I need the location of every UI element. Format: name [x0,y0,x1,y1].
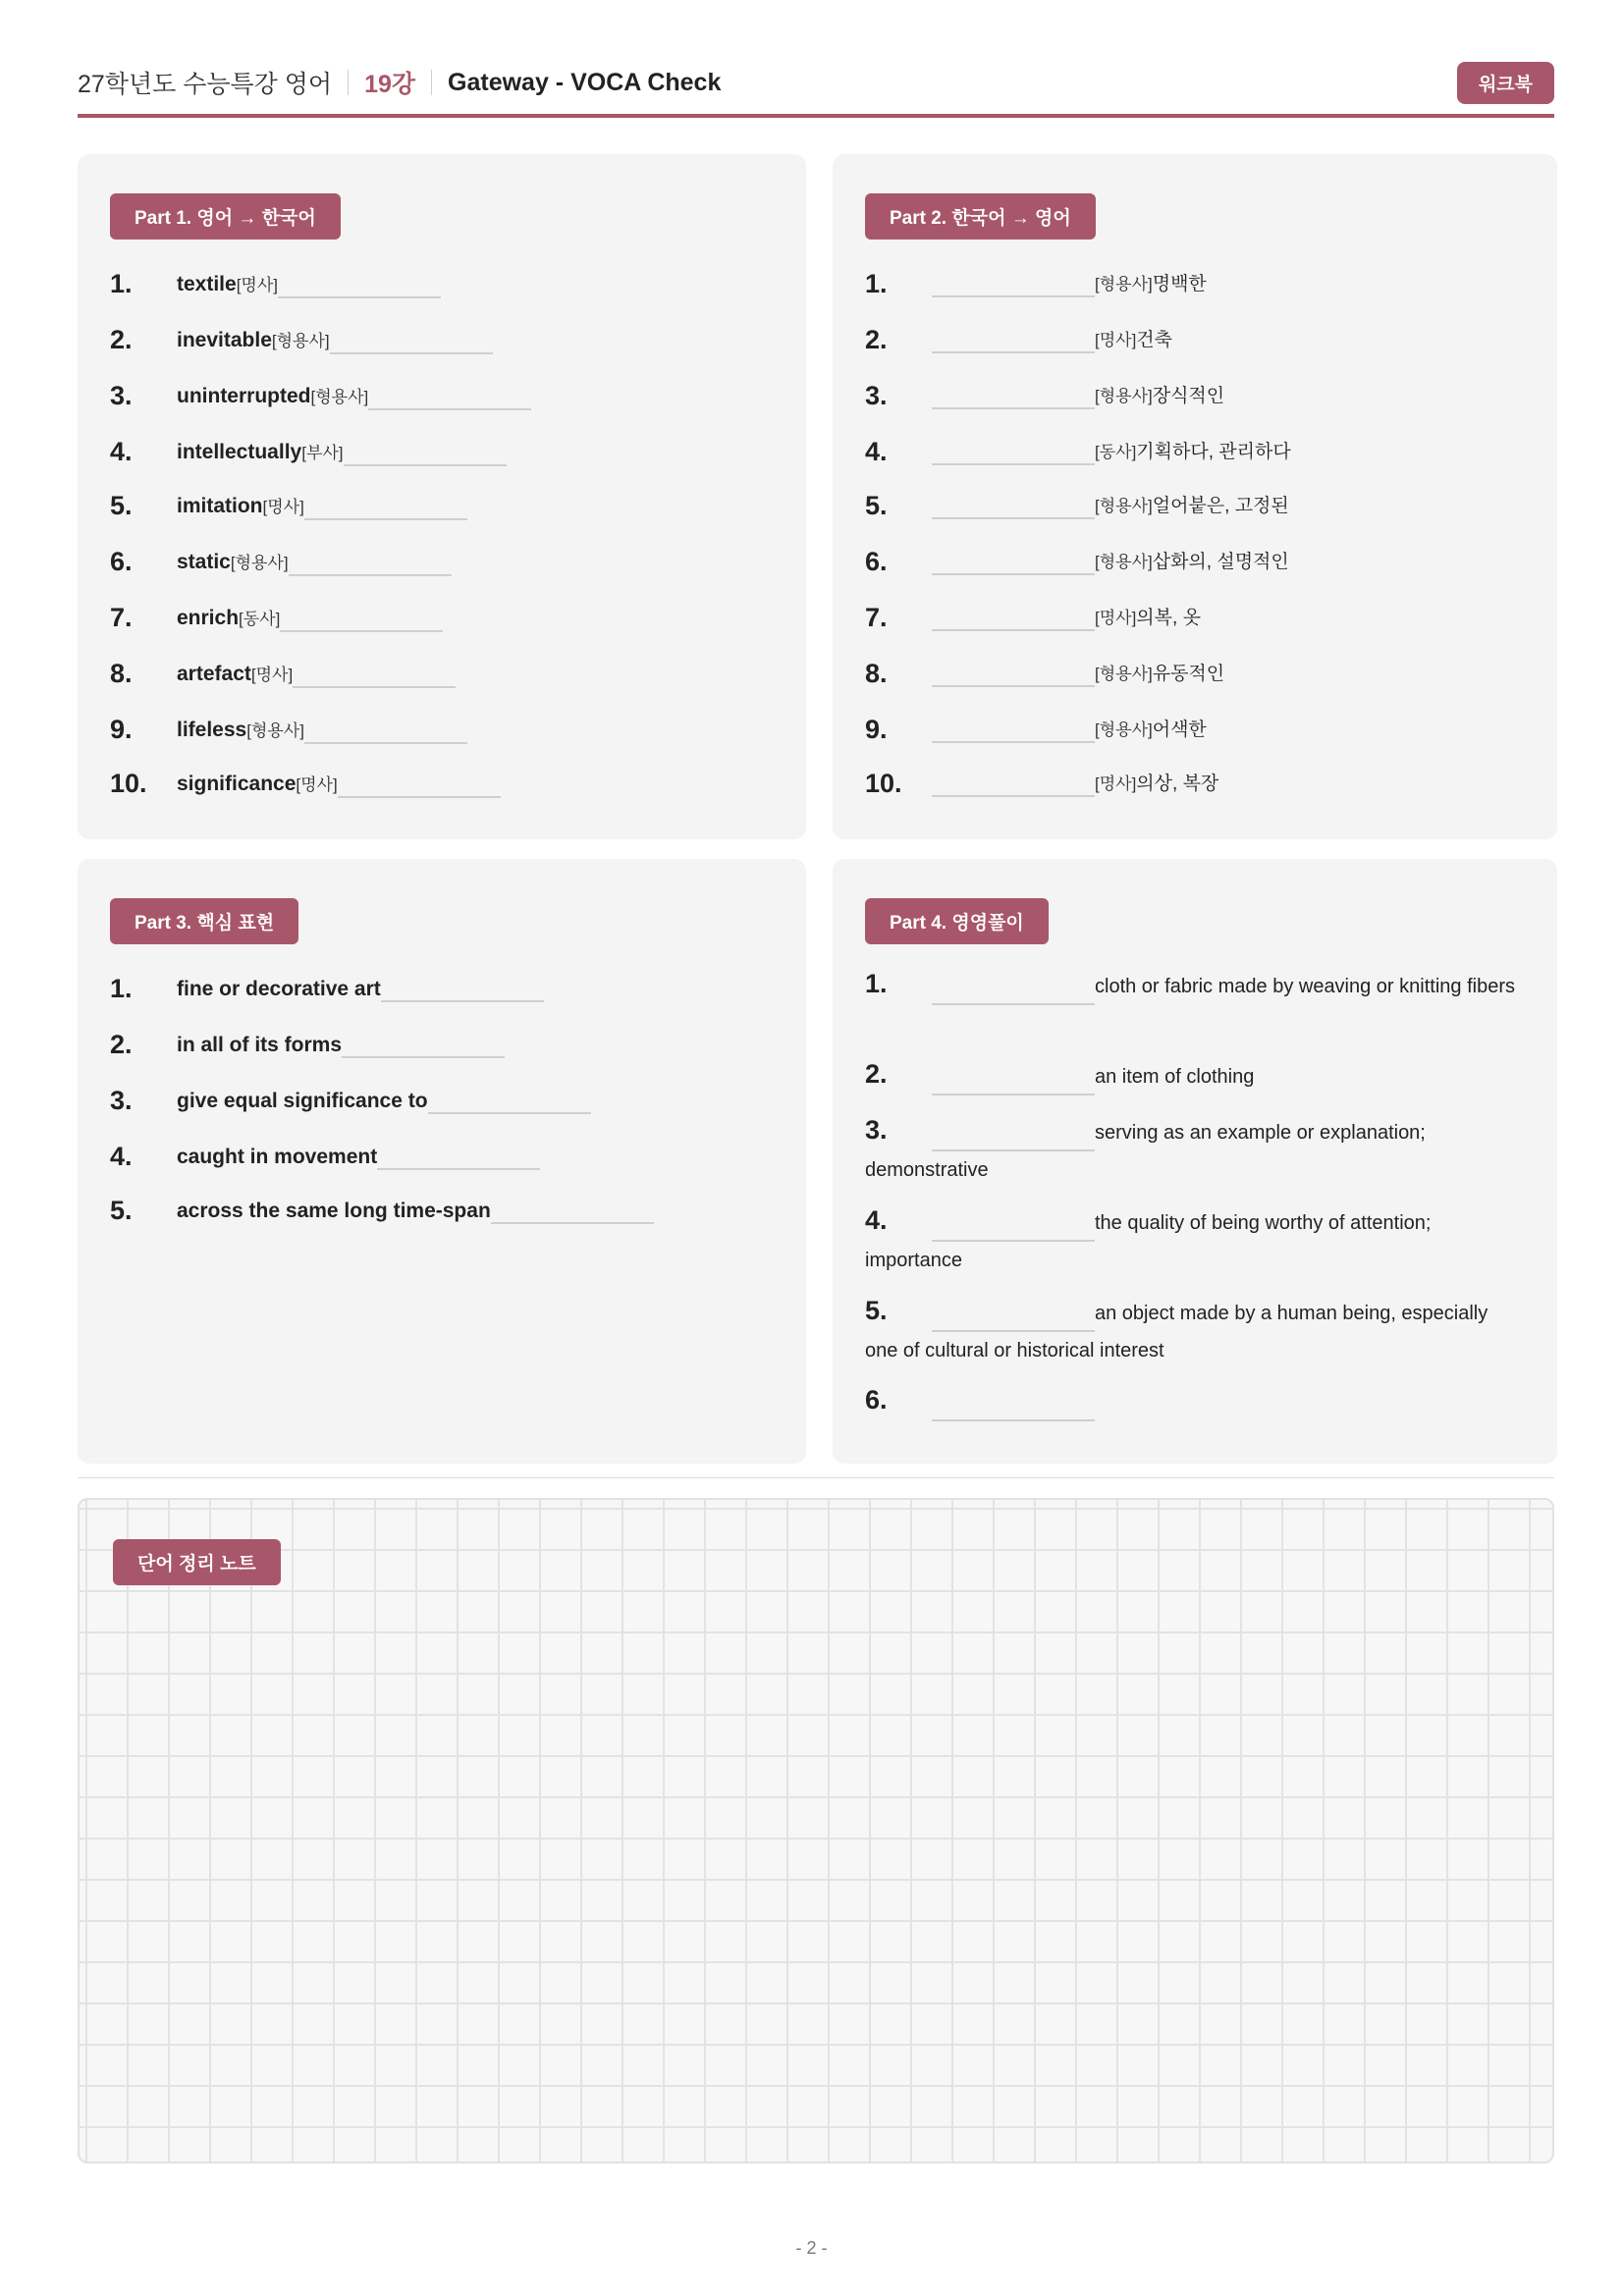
korean-meaning: 얼어붙은, 고정된 [1152,496,1289,516]
key-phrase: in all of its forms [177,1034,343,1056]
part-of-speech: [명사] [1095,609,1137,627]
part2-item [865,432,1538,487]
part-of-speech: [형용사] [1095,275,1153,294]
part4-panel [833,859,1557,1464]
item-number: 4. [110,1142,133,1171]
part1-badge: Part 1. 영어 → 한국어 [110,193,341,240]
korean-meaning: 장식적인 [1152,386,1225,406]
english-word: static [177,551,231,573]
english-word: intellectually [177,441,302,463]
english-word: imitation [177,495,263,517]
part-of-speech: [형용사] [271,332,330,350]
answer-blank[interactable] [330,329,493,354]
answer-blank[interactable] [377,1145,540,1170]
answer-blank[interactable] [932,1216,1095,1242]
item-number: 5. [110,1196,133,1225]
page-title: Gateway - VOCA Check [448,68,722,96]
english-word: significance [177,773,297,795]
item-number: 7. [110,603,133,632]
header-divider [348,70,349,95]
item-number: 5. [110,491,133,520]
header-left [78,65,721,100]
part2-badge: Part 2. 한국어 → 영어 [865,193,1096,240]
answer-blank[interactable] [932,1070,1095,1095]
answer-blank[interactable] [932,772,1095,797]
answer-blank[interactable] [381,977,544,1002]
answer-blank[interactable] [932,494,1095,519]
answer-blank[interactable] [932,1396,1095,1421]
part-of-speech: [명사] [236,276,278,294]
korean-meaning: 명백한 [1152,274,1207,294]
item-number: 2. [110,1030,133,1059]
part4-item [865,1055,1518,1095]
part3-item [110,1137,786,1192]
part1-item [110,486,786,541]
english-definition: cloth or fabric made by weaving or knitting fibers [1095,976,1515,997]
answer-blank[interactable] [304,719,467,744]
item-number: 1. [110,269,133,298]
part2-panel [833,154,1557,839]
english-definition: an item of clothing [1095,1066,1255,1088]
part2-item [865,320,1538,375]
part-of-speech: [형용사] [1095,721,1153,739]
item-number: 9. [865,715,888,744]
answer-blank[interactable] [932,384,1095,409]
korean-meaning: 의상, 복장 [1136,774,1219,794]
page-header [78,55,1554,118]
answer-blank[interactable] [280,607,443,632]
part3-panel [78,859,806,1464]
english-definition: the quality of being worthy of attention; importance [865,1212,1432,1271]
part-of-speech: [형용사] [1095,387,1153,405]
part2-item [865,654,1538,709]
english-word: inevitable [177,329,272,351]
answer-blank[interactable] [932,1307,1095,1332]
item-number: 3. [110,1086,133,1115]
part-of-speech: [명사] [1095,331,1137,349]
item-number: 3. [110,381,133,410]
part3-item [110,1191,786,1246]
lesson-number: 19강 [364,71,416,98]
vocabulary-note-grid[interactable] [78,1498,1554,2163]
item-number: 2. [110,325,133,354]
english-word: enrich [177,607,240,629]
key-phrase: give equal significance to [177,1090,428,1112]
item-number: 6. [865,547,888,576]
answer-blank[interactable] [932,272,1095,297]
answer-blank[interactable] [342,1033,505,1058]
english-word: textile [177,273,237,295]
key-phrase: caught in movement [177,1146,378,1168]
part-of-speech: [명사] [296,775,338,794]
part2-item [865,376,1538,431]
korean-meaning: 유동적인 [1152,664,1225,684]
part-of-speech: [동사] [239,610,281,628]
note-badge: 단어 정리 노트 [113,1539,281,1585]
part1-item [110,264,786,319]
part3-item [110,969,786,1024]
workbook-badge: 워크북 [1457,62,1554,104]
item-number: 10. [865,769,902,798]
korean-meaning: 건축 [1136,330,1173,350]
item-number: 4. [865,1205,888,1235]
section-divider [78,1477,1554,1478]
answer-blank[interactable] [932,606,1095,631]
part-of-speech: [명사] [262,498,304,516]
answer-blank[interactable] [932,440,1095,465]
part-of-speech: [동사] [1095,443,1137,461]
part1-item [110,654,786,709]
item-number: 2. [865,1059,888,1089]
item-number: 3. [865,1115,888,1145]
part1-item [110,764,786,819]
item-number: 4. [865,437,888,466]
part-of-speech: [형용사] [310,388,369,406]
english-word: artefact [177,663,251,685]
part1-item [110,376,786,431]
answer-blank[interactable] [278,273,441,298]
item-number: 6. [865,1385,888,1415]
item-number: 3. [865,381,888,410]
item-number: 6. [110,547,133,576]
answer-blank[interactable] [289,551,452,576]
part2-item [865,598,1538,653]
korean-meaning: 기획하다, 관리하다 [1136,442,1291,462]
item-number: 5. [865,1296,888,1325]
english-word: lifeless [177,719,247,741]
part4-item [865,1111,1518,1189]
part2-item [865,264,1538,319]
item-number: 1. [110,974,133,1003]
item-number: 8. [110,659,133,688]
item-number: 7. [865,603,888,632]
course-title: 27학년도 수능특강 영어 [78,71,333,98]
part4-item [865,965,1518,1005]
part2-item [865,542,1538,597]
part1-item [110,320,786,375]
korean-meaning: 삽화의, 설명적인 [1152,552,1289,572]
item-number: 8. [865,659,888,688]
part-of-speech: [부사] [301,444,344,462]
answer-blank[interactable] [428,1089,591,1114]
part-of-speech: [형용사] [230,554,289,572]
part4-item [865,1292,1518,1369]
key-phrase: fine or decorative art [177,978,381,1000]
korean-meaning: 어색한 [1152,720,1207,740]
answer-blank[interactable] [344,441,507,466]
english-definition: serving as an example or explanation; demonstrative [865,1122,1426,1181]
item-number: 2. [865,325,888,354]
item-number: 10. [110,769,147,798]
part-of-speech: [형용사] [1095,497,1153,515]
answer-blank[interactable] [304,495,467,520]
korean-meaning: 의복, 옷 [1136,608,1201,628]
part-of-speech: [형용사] [1095,665,1153,683]
answer-blank[interactable] [932,718,1095,743]
page-number: - 2 - [795,2238,828,2258]
answer-blank[interactable] [368,385,531,410]
answer-blank[interactable] [338,773,501,798]
answer-blank[interactable] [293,663,456,688]
answer-blank[interactable] [932,328,1095,353]
part4-item [865,1381,1518,1421]
answer-blank[interactable] [932,980,1095,1005]
item-number: 5. [865,491,888,520]
part1-item [110,598,786,653]
item-number: 1. [865,269,888,298]
part2-item [865,764,1538,819]
answer-blank[interactable] [932,550,1095,575]
english-definition: an object made by a human being, especially one of cultural or historical interest [865,1303,1488,1362]
part3-badge: Part 3. 핵심 표현 [110,898,298,944]
part-of-speech: [명사] [250,666,294,684]
item-number: 9. [110,715,133,744]
part1-item [110,542,786,597]
part1-item [110,710,786,765]
header-divider [431,70,432,95]
part1-item [110,432,786,487]
part2-item [865,710,1538,765]
part-of-speech: [형용사] [246,721,304,740]
english-word: uninterrupted [177,385,311,407]
part3-item [110,1081,786,1136]
answer-blank[interactable] [491,1199,654,1224]
part2-item [865,486,1538,541]
answer-blank[interactable] [932,662,1095,687]
answer-blank[interactable] [932,1126,1095,1151]
part1-panel [78,154,806,839]
part4-badge: Part 4. 영영풀이 [865,898,1049,944]
part4-item [865,1201,1518,1279]
item-number: 4. [110,437,133,466]
key-phrase: across the same long time-span [177,1200,491,1222]
item-number: 1. [865,969,888,998]
part-of-speech: [형용사] [1095,553,1153,571]
part-of-speech: [명사] [1095,774,1137,793]
part3-item [110,1025,786,1080]
